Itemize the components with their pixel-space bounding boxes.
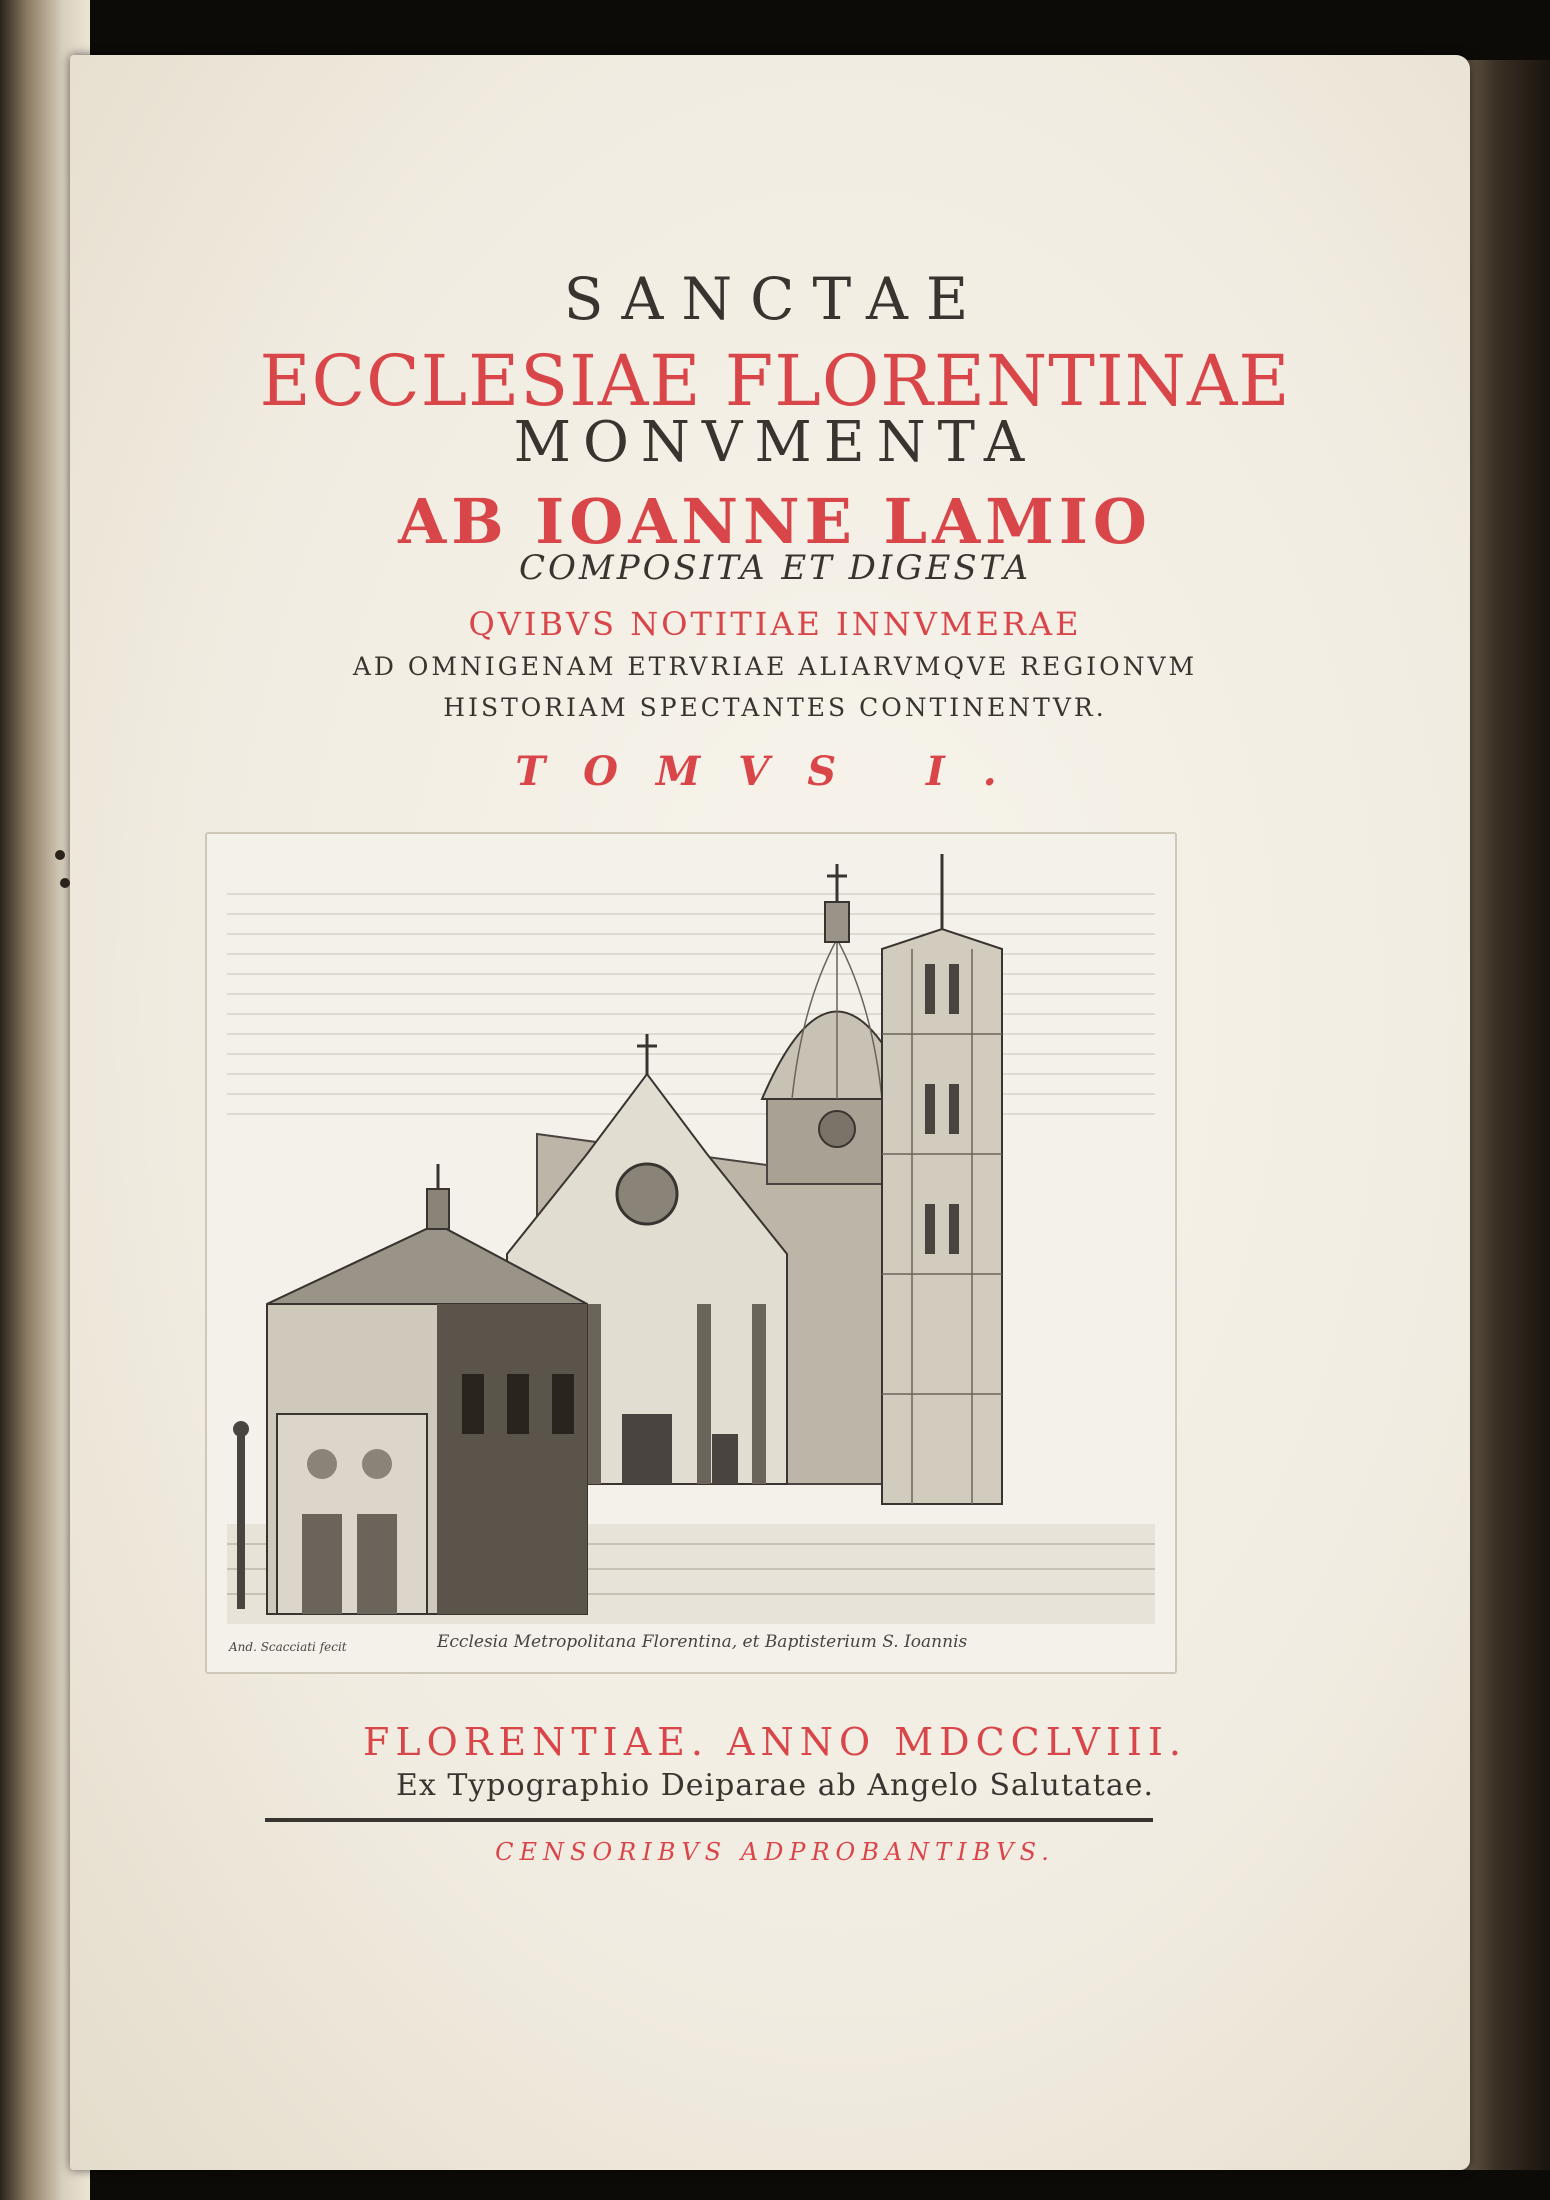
imprint-place-year: FLORENTIAE. ANNO MDCCLVIII. [362, 1720, 1188, 1764]
subtitle-line: COMPOSITA ET DIGESTA [519, 548, 1031, 588]
title-line-2: ECCLESIAE FLORENTINAE [259, 340, 1291, 422]
description-line-3: HISTORIAM SPECTANTES CONTINENTVR. [443, 693, 1107, 722]
engraving-plate [205, 832, 1177, 1674]
author-line: AB IOANNE LAMIO [398, 485, 1152, 558]
engraving-caption: Ecclesia Metropolitana Florentina, et Baptisterium S. Ioannis [437, 1632, 968, 1652]
volume-label: TOMVS I. [515, 748, 1035, 795]
cathedral-engraving [207, 834, 1175, 1672]
title-line-1: SANCTAE [563, 265, 987, 333]
approval-line: CENSORIBVS ADPROBANTIBVS. [495, 1838, 1055, 1866]
imprint-rule [265, 1818, 1153, 1822]
binding-hole [55, 850, 65, 860]
description-line-2: AD OMNIGENAM ETRVRIAE ALIARVMQVE REGIONVM [352, 652, 1198, 681]
imprint-printer: Ex Typographio Deiparae ab Angelo Salutatae. [395, 1768, 1155, 1803]
description-line-1: QVIBVS NOTITIAE INNVMERAE [468, 605, 1082, 643]
artist-caption: And. Scacciati fecit [229, 1640, 347, 1654]
binding-hole [60, 878, 70, 888]
title-line-3: MONVMENTA [513, 410, 1037, 475]
